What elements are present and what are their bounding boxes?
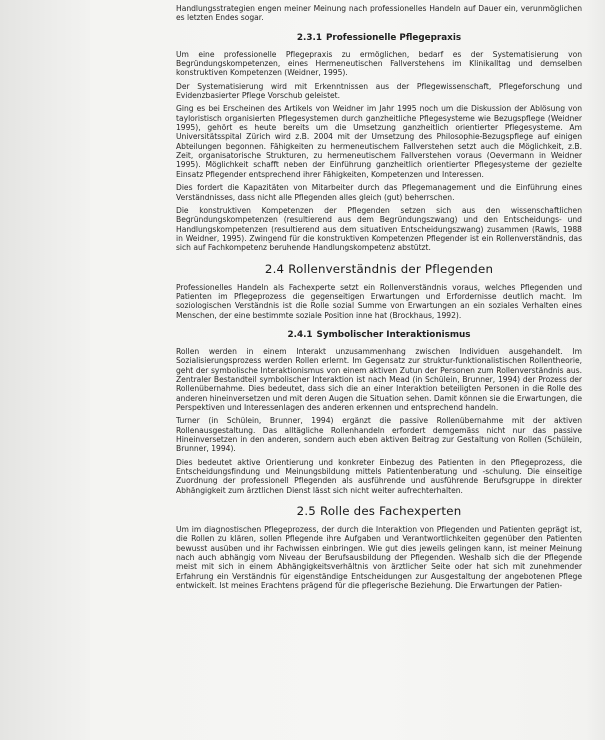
paragraph: Professionelles Handeln als Fachexperte setzt ein Rollenverständnis voraus, welches Pflegenden und Patienten im Pflegeprozess die gegenseitigen Erwartungen und Erfordernisse deutlich macht. Im soziologischen Verständnis ist die Rolle sozial Summe von Erwartungen an ein soziales Verhalten eines Menschen, der eine bestimmte soziale Position inne hat (Brockhaus, 1992). (176, 282, 582, 320)
heading-number: 2.4 (264, 261, 285, 276)
heading-2-5 (176, 504, 582, 518)
heading-2-4 (176, 262, 582, 276)
page-text-column (176, 4, 582, 595)
heading-2-3-1 (176, 33, 582, 44)
heading-title: Rollenverständnis der Pflegenden (288, 261, 494, 276)
paragraph: Ging es bei Erscheinen des Artikels von Weidner im Jahr 1995 noch um die Diskussion der Ablösung von tayloristisch organisierten Pflegesystemen durch ganzheitliche Pflegesysteme wie Bezugspflege (Weidner 1995), gehört es heute bereits um die Umsetzung ganzheitlich orientierter Pflegesysteme. Am Universitätsspital Zürich wird z.B. 2004 mit der Umsetzung des Philosophie-Bezugspflege auf einigen Abteilungen begonnen. Fähigkeiten zu hermeneutischem Fallverstehen setzt auch die Möglichkeit, z.B. Zeit, organisatorische Strukturen, zu hermeneutischem Fallverstehen voraus (Oevermann in Weidner 1995). Möglichkeit schafft neben der Einführung ganzheitlich orientierter Pflegesysteme der gezielte Einsatz Pflegender entsprechend ihrer Fähigkeiten, Kompetenzen und Interessen. (176, 104, 582, 179)
heading-number: 2.4.1 (287, 329, 313, 340)
paragraph: Turner (in Schülein, Brunner, 1994) ergänzt die passive Rollenübernahme mit der aktiven Rollenausgestaltung. Das alltägliche Rollenhandeln erfordert demgemäss nicht nur das passive Hineinversetzen in den anderen, sondern auch eben aktiven Beitrag zur Gestaltung von Rollen (Schülein, Brunner, 1994). (176, 416, 582, 454)
paragraph: Um eine professionelle Pflegepraxis zu ermöglichen, bedarf es der Systematisierung von Begründungskompetenzen, eines Hermeneutischen Fallverstehens im Klinikalltag und demselben konstruktiven Kompetenzen (Weidner, 1995). (176, 49, 582, 78)
heading-title: Professionelle Pflegepraxis (325, 32, 462, 43)
paragraph: Rollen werden in einem Interakt unzusammenhang zwischen Individuen ausgehandelt. Im Sozialisierungsprozess werden Rollen erlernt. Im Gegensatz zur struktur-funktionalistischen Rollentheorie, geht der symbolische Interaktionismus von einem aktiven Zutun der Personen zum Rollenverständnis aus. Zentraler Bestandteil symbolischer Interaktion ist nach Mead (in Schülein, Brunner, 1994) der Prozess der Rollenübernahme. Dies bedeutet, dass sich die an einer Interaktion beteiligten Personen in die Rolle des anderen hineinversetzen und mit deren Augen die Situation sehen. Damit können sie die Erwartungen, die Perspektiven und Interessenlagen des anderen erkennen und entsprechend handeln. (176, 346, 582, 412)
paragraph: Der Systematisierung wird mit Erkenntnissen aus der Pflegewissenschaft, Pflegeforschung und Evidenzbasierter Pflege Vorschub geleistet. (176, 81, 582, 101)
heading-2-4-1 (176, 330, 582, 341)
paragraph: Um im diagnostischen Pflegeprozess, der durch die Interaktion von Pflegenden und Patienten geprägt ist, die Rollen zu klären, sollen Pflegende ihre Aufgaben und Verantwortlichkeiten gegenüber den Patienten bewusst ausüben und ihr Fachwissen einbringen. Wie gut dies jeweils gelingen kann, ist meiner Meinung nach auch abhängig vom Niveau der Berufsausbildung der Pflegenden. Weshalb sich die der Pflegende meist mit sich in einem Abhängigkeitsverhältnis von ärztlicher Seite oder hat sich mit zunehmender Erfahrung ein Verständnis für eigenständige Entscheidungen zur Ausgestaltung der angebotenen Pflege entwickelt. Ist meines Erachtens prägend für die pflegerische Beziehung. Die Erwartungen der Patien- (176, 525, 582, 591)
heading-title: Rolle des Fachexperten (320, 504, 462, 519)
page-gutter-shadow (0, 0, 90, 740)
heading-number: 2.5 (296, 504, 316, 519)
page-edge-shadow (585, 0, 605, 740)
heading-number: 2.3.1 (296, 32, 322, 43)
paragraph: Dies bedeutet aktive Orientierung und konkreter Einbezug des Patienten in den Pflegeprozess, die Entscheidungsfindung und Meinungsbildung mittels Patientenberatung und -schulung. Die einseitige Zuordnung der professionell Pflegenden als ausführende und ausführende Berufsgruppe in direkter Abhängigkeit zum ärztlichen Dienst lässt sich nicht weiter aufrechterhalten. (176, 457, 582, 495)
heading-title: Symbolischer Interaktionismus (316, 329, 471, 340)
paragraph: Dies fordert die Kapazitäten von Mitarbeiter durch das Pflegemanagement und die Einführung eines Verständnisses, dass nicht alle Pflegenden alles gleich (gut) beherrschen. (176, 183, 582, 202)
paragraph: Die konstruktiven Kompetenzen der Pflegenden setzen sich aus den wissenschaftlichen Begründungskompetenzen (resultierend aus dem Begründungszwang) und den Entscheidungs- und Handlungskompetenzen (resultierend aus dem situativen Entscheidungszwang) zusammen (Rawls, 1988 in Weidner, 1995). Zwingend für die konstruktiven Kompetenzen Pflegender ist ein Rollenverständnis, das sich auf Fachkompetenz beruhende Handlungskompetenz abstützt. (176, 205, 582, 253)
paragraph-intro-continued: Handlungsstrategien engen meiner Meinung nach professionelles Handeln auf Dauer ein, verunmöglichen es letzten Endes sogar. (176, 4, 582, 23)
